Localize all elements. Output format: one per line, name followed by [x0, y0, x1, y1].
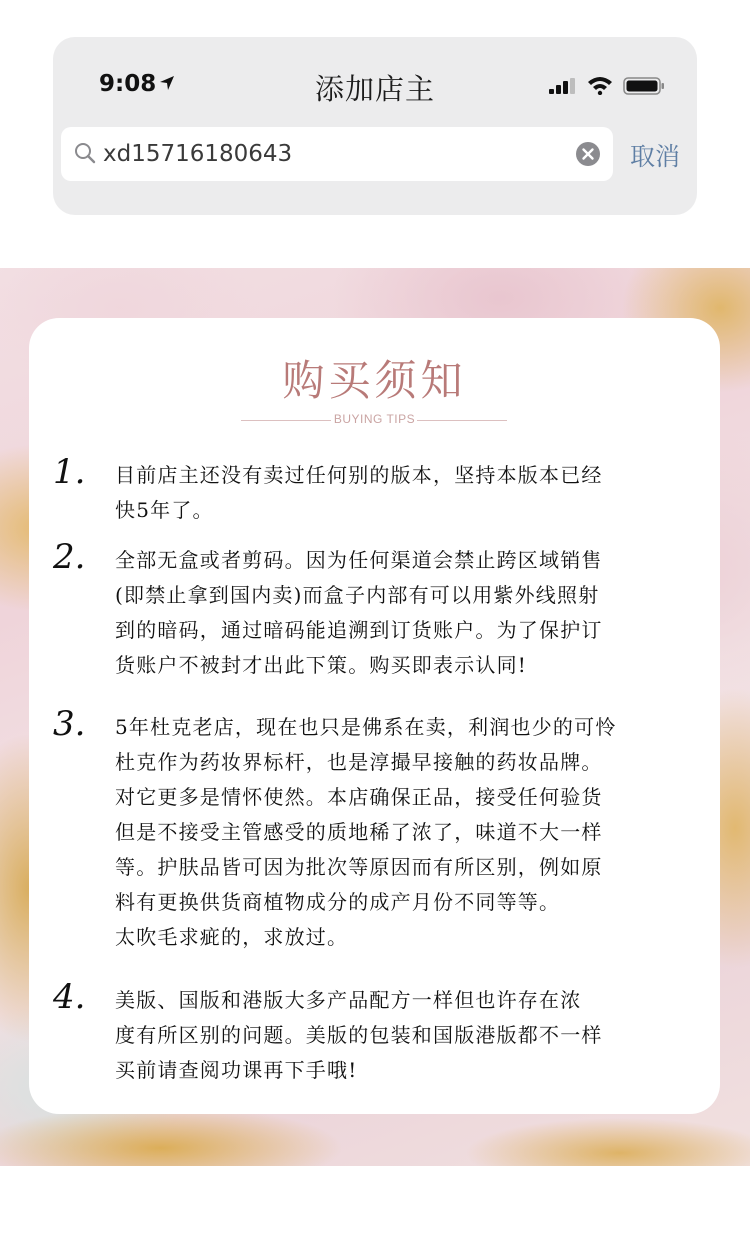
cancel-button[interactable]: 取消 — [630, 142, 681, 171]
tip-number: 4. — [53, 977, 86, 1017]
clear-search-icon[interactable] — [575, 141, 601, 171]
search-icon — [73, 141, 97, 169]
search-input[interactable] — [103, 127, 573, 181]
divider-right — [417, 420, 507, 421]
tips-heading: 购买须知 — [282, 356, 467, 405]
phone-screenshot — [53, 37, 697, 215]
tips-subheading: BUYING TIPS — [333, 412, 416, 426]
cellular-signal-icon — [549, 78, 577, 98]
tip-text: 全部无盒或者剪码。因为任何渠道会禁止跨区域销售 (即禁止拿到国内卖)而盒子内部有可以用紫外线照射 到的暗码，通过暗码能追溯到订货账户。为了保护订 货账户不被封才出此下策。购买即表示认同! — [115, 548, 603, 677]
tip-number: 1. — [53, 452, 86, 492]
tip-text: 目前店主还没有卖过任何别的版本，坚持本版本已经 快5年了。 — [115, 463, 603, 522]
marble-background — [0, 268, 750, 1166]
tip-text: 美版、国版和港版大多产品配方一样但也许存在浓 度有所区别的问题。美版的包装和国版港版都不一样 买前请查阅功课再下手哦! — [115, 988, 603, 1082]
search-bar[interactable] — [61, 127, 613, 181]
tip-number: 2. — [53, 537, 86, 577]
wifi-icon — [587, 75, 613, 99]
tip-number: 3. — [53, 704, 86, 744]
tip-text: 5年杜克老店，现在也只是佛系在卖，利润也少的可怜 杜克作为药妆界标杆，也是淳撮早接触的药妆品牌。 对它更多是情怀使然。本店确保正品，接受任何验货 但是不接受主管感受的质地稀了浓了，味道不大一样 等。护肤品皆可因为批次等原因而有所区别，例如原 料有更换供货商植物成分的成产月份不同等等。 太吹毛求疵的，求放过。 — [115, 715, 617, 949]
buying-tips-card — [29, 318, 720, 1114]
status-time: 9:08 — [99, 71, 157, 97]
battery-icon — [623, 77, 665, 99]
page-title: 添加店主 — [314, 72, 435, 106]
